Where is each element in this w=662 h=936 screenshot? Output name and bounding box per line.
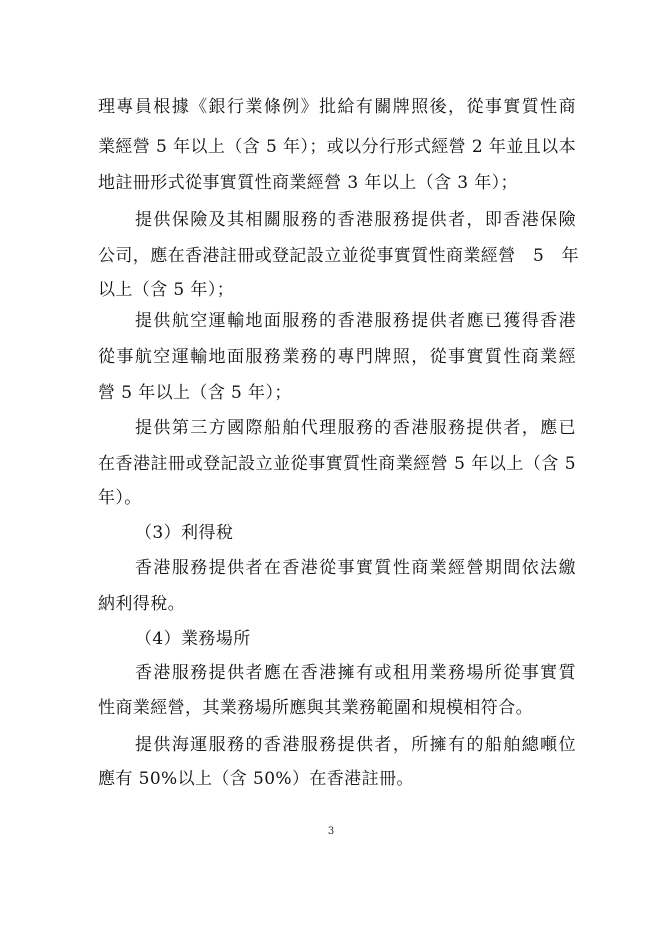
- text-line: 性商業經營，其業務場所應與其業務範圍和規模相符合。: [98, 698, 533, 718]
- text-line: 公司，應在香港註冊或登記設立並從事實質性商業經營 5 年: [98, 246, 580, 266]
- text-line: 年）。: [98, 488, 142, 508]
- text-line: 在香港註冊或登記設立並從事實質性商業經營 5 年以上（含 5: [98, 454, 576, 474]
- paragraph-first-line: 提供航空運輸地面服務的香港服務提供者應已獲得香港: [135, 311, 576, 331]
- text-line: 從事航空運輸地面服務業務的專門牌照，從事實質性商業經: [98, 347, 576, 367]
- section-heading-profits-tax: （3）利得稅: [135, 523, 234, 543]
- text-line: 地註冊形式從事實質性商業經營 3 年以上（含 3 年）；: [98, 173, 518, 193]
- section-heading-business-premises: （4）業務場所: [135, 629, 251, 649]
- paragraph-first-line: 香港服務提供者在香港從事實質性商業經營期間依法繳: [135, 558, 576, 578]
- paragraph-first-line: 香港服務提供者應在香港擁有或租用業務場所從事實質: [135, 663, 576, 683]
- text-line: 應有 50%以上（含 50%）在香港註冊。: [98, 769, 414, 789]
- paragraph-first-line: 提供海運服務的香港服務提供者，所擁有的船舶總噸位: [135, 735, 576, 755]
- text-line: 營 5 年以上（含 5 年）；: [98, 383, 292, 403]
- paragraph-first-line: 提供第三方國際船舶代理服務的香港服務提供者，應已: [135, 418, 576, 438]
- page-number: 3: [327, 826, 335, 837]
- text-line: 納利得稅。: [98, 594, 185, 614]
- paragraph-first-line: 提供保險及其相關服務的香港服務提供者，即香港保險: [135, 210, 576, 230]
- text-line: 業經營 5 年以上（含 5 年）；或以分行形式經營 2 年並且以本: [98, 137, 576, 157]
- text-line: 以上（含 5 年）；: [98, 280, 235, 300]
- text-line: 理專員根據《銀行業條例》批給有關牌照後，從事實質性商: [98, 97, 576, 117]
